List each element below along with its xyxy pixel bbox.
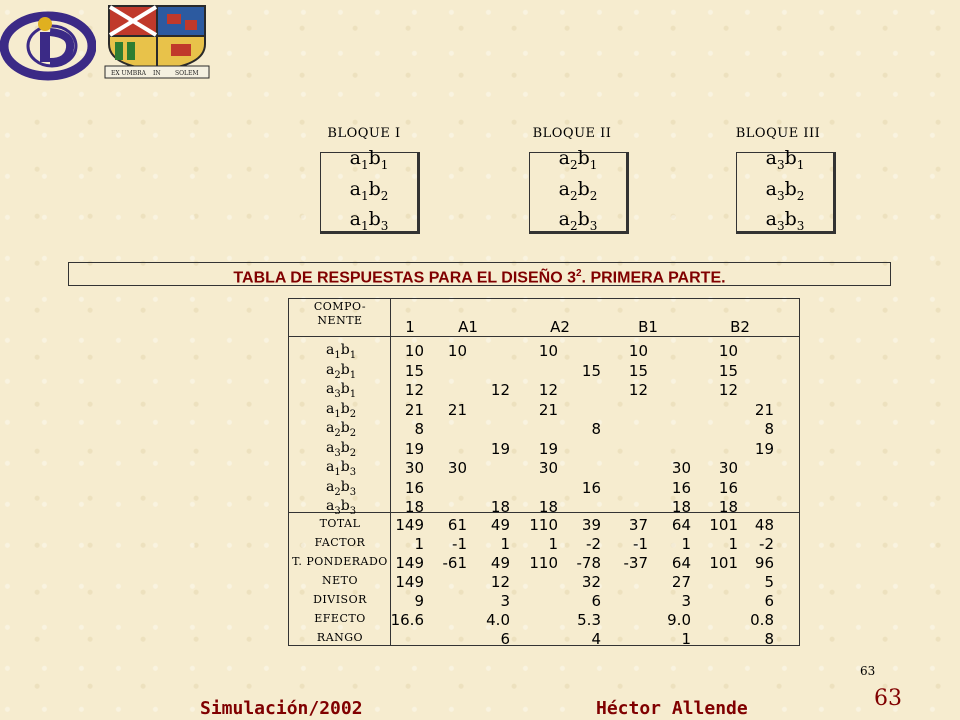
summary-cell: 1 [548,535,558,553]
block-2-treatment [559,146,598,177]
treatment-label: $a_1b_1$ [326,342,357,361]
table-cell: 19 [538,439,558,458]
table-cell: 18 [538,498,558,516]
summary-cell: 8 [764,630,774,648]
summary-cell: 9.0 [667,611,691,629]
summary-cell: 4.0 [486,611,510,629]
summary-cell: 5.3 [577,611,601,629]
summary-cell: -78 [576,554,601,572]
corner-label-line2: NENTE [317,314,363,327]
table-cell: 30 [538,459,558,477]
treatment-label: $a_3b_3$ [765,208,805,234]
summary-cell: 64 [671,554,691,572]
treatment-label: $a_2b_3$ [558,208,598,234]
table-cell: 16 [404,478,424,497]
summary-cell: 110 [529,516,558,534]
table-cell: 18 [671,498,691,516]
table-cell: 19 [490,439,510,458]
summary-cell: 1 [681,535,691,553]
department-logo [0,10,96,82]
summary-cell: -37 [623,554,648,572]
treatment-label: $a_2b_2$ [558,177,598,203]
table-cell: 10 [404,342,424,360]
summary-cell: 39 [581,516,601,534]
column-header: A1 [458,318,478,336]
summary-cell: 1 [728,535,738,553]
summary-cell: 149 [395,554,424,572]
treatment-label: $a_2b_1$ [326,361,357,381]
treatment-label: $a_2b_3$ [326,478,357,498]
table-cell: 12 [538,381,558,399]
column-header: B1 [638,318,658,336]
column-header: B2 [730,318,750,336]
block-2-label: BLOQUE II [532,126,612,141]
block-3-label: BLOQUE III [735,126,821,141]
row-label [326,342,356,361]
row-label [326,479,356,498]
summary-cell: 37 [628,516,648,534]
treatment-label: $a_3b_3$ [326,498,357,517]
treatment-label: $a_1b_2$ [349,177,389,203]
block-1-box [320,146,420,234]
block-1-treatment [350,207,389,238]
table-cell: 30 [671,459,691,477]
summary-cell: 32 [581,573,601,591]
row-label [326,459,356,478]
table-cell: 21 [404,400,424,419]
crest-banner-right: SOLEM [175,70,199,77]
table-cell: 16 [581,478,601,497]
summary-cell: -2 [759,535,774,553]
summary-label: NETO [321,574,358,587]
summary-cell: 3 [681,592,691,610]
summary-cell: 101 [709,516,738,534]
summary-cell: 149 [395,516,424,534]
table-cell: 19 [404,439,424,458]
summary-cell: 16.6 [390,611,424,629]
table-cell: 10 [447,342,467,360]
title-text: TABLA DE RESPUESTAS PARA EL DISEÑO 3 [233,269,576,287]
summary-label: EFECTO [314,612,366,625]
summary-cell: 49 [490,554,510,572]
table-cell: 18 [404,498,424,516]
summary-cell: 48 [754,516,774,534]
block-3-box [736,146,836,234]
corner-label-line1: COMPO- [313,300,367,313]
summary-cell: 27 [671,573,691,591]
summary-cell: -1 [633,535,648,553]
table-cell: 19 [754,439,774,458]
table-cell: 15 [718,361,738,380]
column-header: 1 [405,318,415,336]
block-3-treatment [766,207,805,238]
page-number: 63 [874,686,902,711]
table-cell: 30 [447,459,467,477]
table-cell: 30 [718,459,738,477]
summary-cell: 101 [709,554,738,572]
table-cell: 10 [718,342,738,360]
table-cell: 10 [628,342,648,360]
table-right-border [799,298,800,646]
summary-cell: -1 [452,535,467,553]
summary-cell: 0.8 [750,611,774,629]
summary-cell: 64 [671,516,691,534]
treatment-label: $a_1b_3$ [326,459,357,478]
table-cell: 15 [404,361,424,380]
summary-cell: 5 [764,573,774,591]
block-1-label: BLOQUE I [327,126,401,141]
summary-cell: 49 [490,516,510,534]
block-2-box [529,146,629,234]
row-label [326,362,356,381]
page-number-small: 63 [860,664,876,678]
treatment-label: $a_3b_1$ [765,146,805,172]
treatment-label: $a_3b_2$ [326,439,357,459]
block-1-treatment [350,146,389,177]
summary-cell: 96 [754,554,774,572]
summary-cell: 9 [414,592,424,610]
block-1-treatment [350,177,389,208]
table-cell: 16 [718,478,738,497]
table-cell: 12 [490,381,510,399]
summary-label: DIVISOR [313,593,367,606]
summary-label: T. PONDERADO [292,555,388,568]
summary-cell: 110 [529,554,558,572]
summary-label: FACTOR [314,536,366,549]
table-bottom-border [288,645,800,646]
treatment-label: $a_2b_1$ [558,146,598,172]
summary-cell: 3 [500,592,510,610]
row-label [326,440,356,459]
table-cell: 30 [404,459,424,477]
table-cell: 10 [538,342,558,360]
treatment-label: $a_1b_1$ [349,146,389,172]
treatment-label: $a_1b_2$ [326,400,357,420]
table-cell: 8 [764,420,774,438]
summary-cell: 6 [764,592,774,610]
summary-cell: -2 [586,535,601,553]
table-cell: 12 [628,381,648,399]
summary-cell: -61 [442,554,467,572]
table-top-border [288,298,800,299]
footer-author: Héctor Allende [596,698,748,719]
title-tail: . PRIMERA PARTE. [581,269,726,287]
table-cell: 21 [754,400,774,419]
crest-banner-mid: IN [153,70,161,77]
summary-cell: 1 [681,630,691,648]
crest-banner-left: EX UMBRA [111,70,147,77]
table-cell: 18 [718,498,738,516]
summary-cell: 4 [591,630,601,648]
block-3-treatment [766,177,805,208]
summary-label: RANGO [316,631,364,644]
title-superscript: 2 [575,268,582,279]
table-cell: 16 [671,478,691,497]
summary-cell: 6 [500,630,510,648]
block-2-treatment [559,177,598,208]
row-label [326,420,356,439]
table-cell: 8 [414,420,424,438]
row-label [326,381,356,400]
table-cell: 12 [404,381,424,399]
summary-cell: 6 [591,592,601,610]
table-cell: 12 [718,381,738,399]
treatment-label: $a_2b_2$ [326,420,357,439]
row-label [326,498,356,517]
table-cell: 15 [581,361,601,380]
table-cell: 8 [591,420,601,438]
summary-cell: 61 [447,516,467,534]
table-cell: 21 [447,400,467,419]
table-cell: 18 [490,498,510,516]
summary-cell: 149 [395,573,424,591]
treatment-label: $a_3b_2$ [765,177,805,203]
treatment-label: $a_1b_3$ [349,208,389,234]
table-header-divider [288,336,800,337]
block-3-treatment [766,146,805,177]
treatment-label: $a_3b_1$ [326,381,357,400]
table-cell: 15 [628,361,648,380]
footer-course: Simulación/2002 [200,698,363,719]
row-label [326,401,356,420]
summary-cell: 1 [414,535,424,553]
table-title [68,262,891,286]
university-crest-icon [101,0,213,82]
column-header: A2 [550,318,570,336]
table-cell: 21 [538,400,558,419]
block-2-treatment [559,207,598,238]
table-left-border [288,298,289,646]
response-table [288,298,800,646]
summary-cell: 12 [490,573,510,591]
summary-label: TOTAL [319,517,361,530]
summary-cell: 1 [500,535,510,553]
